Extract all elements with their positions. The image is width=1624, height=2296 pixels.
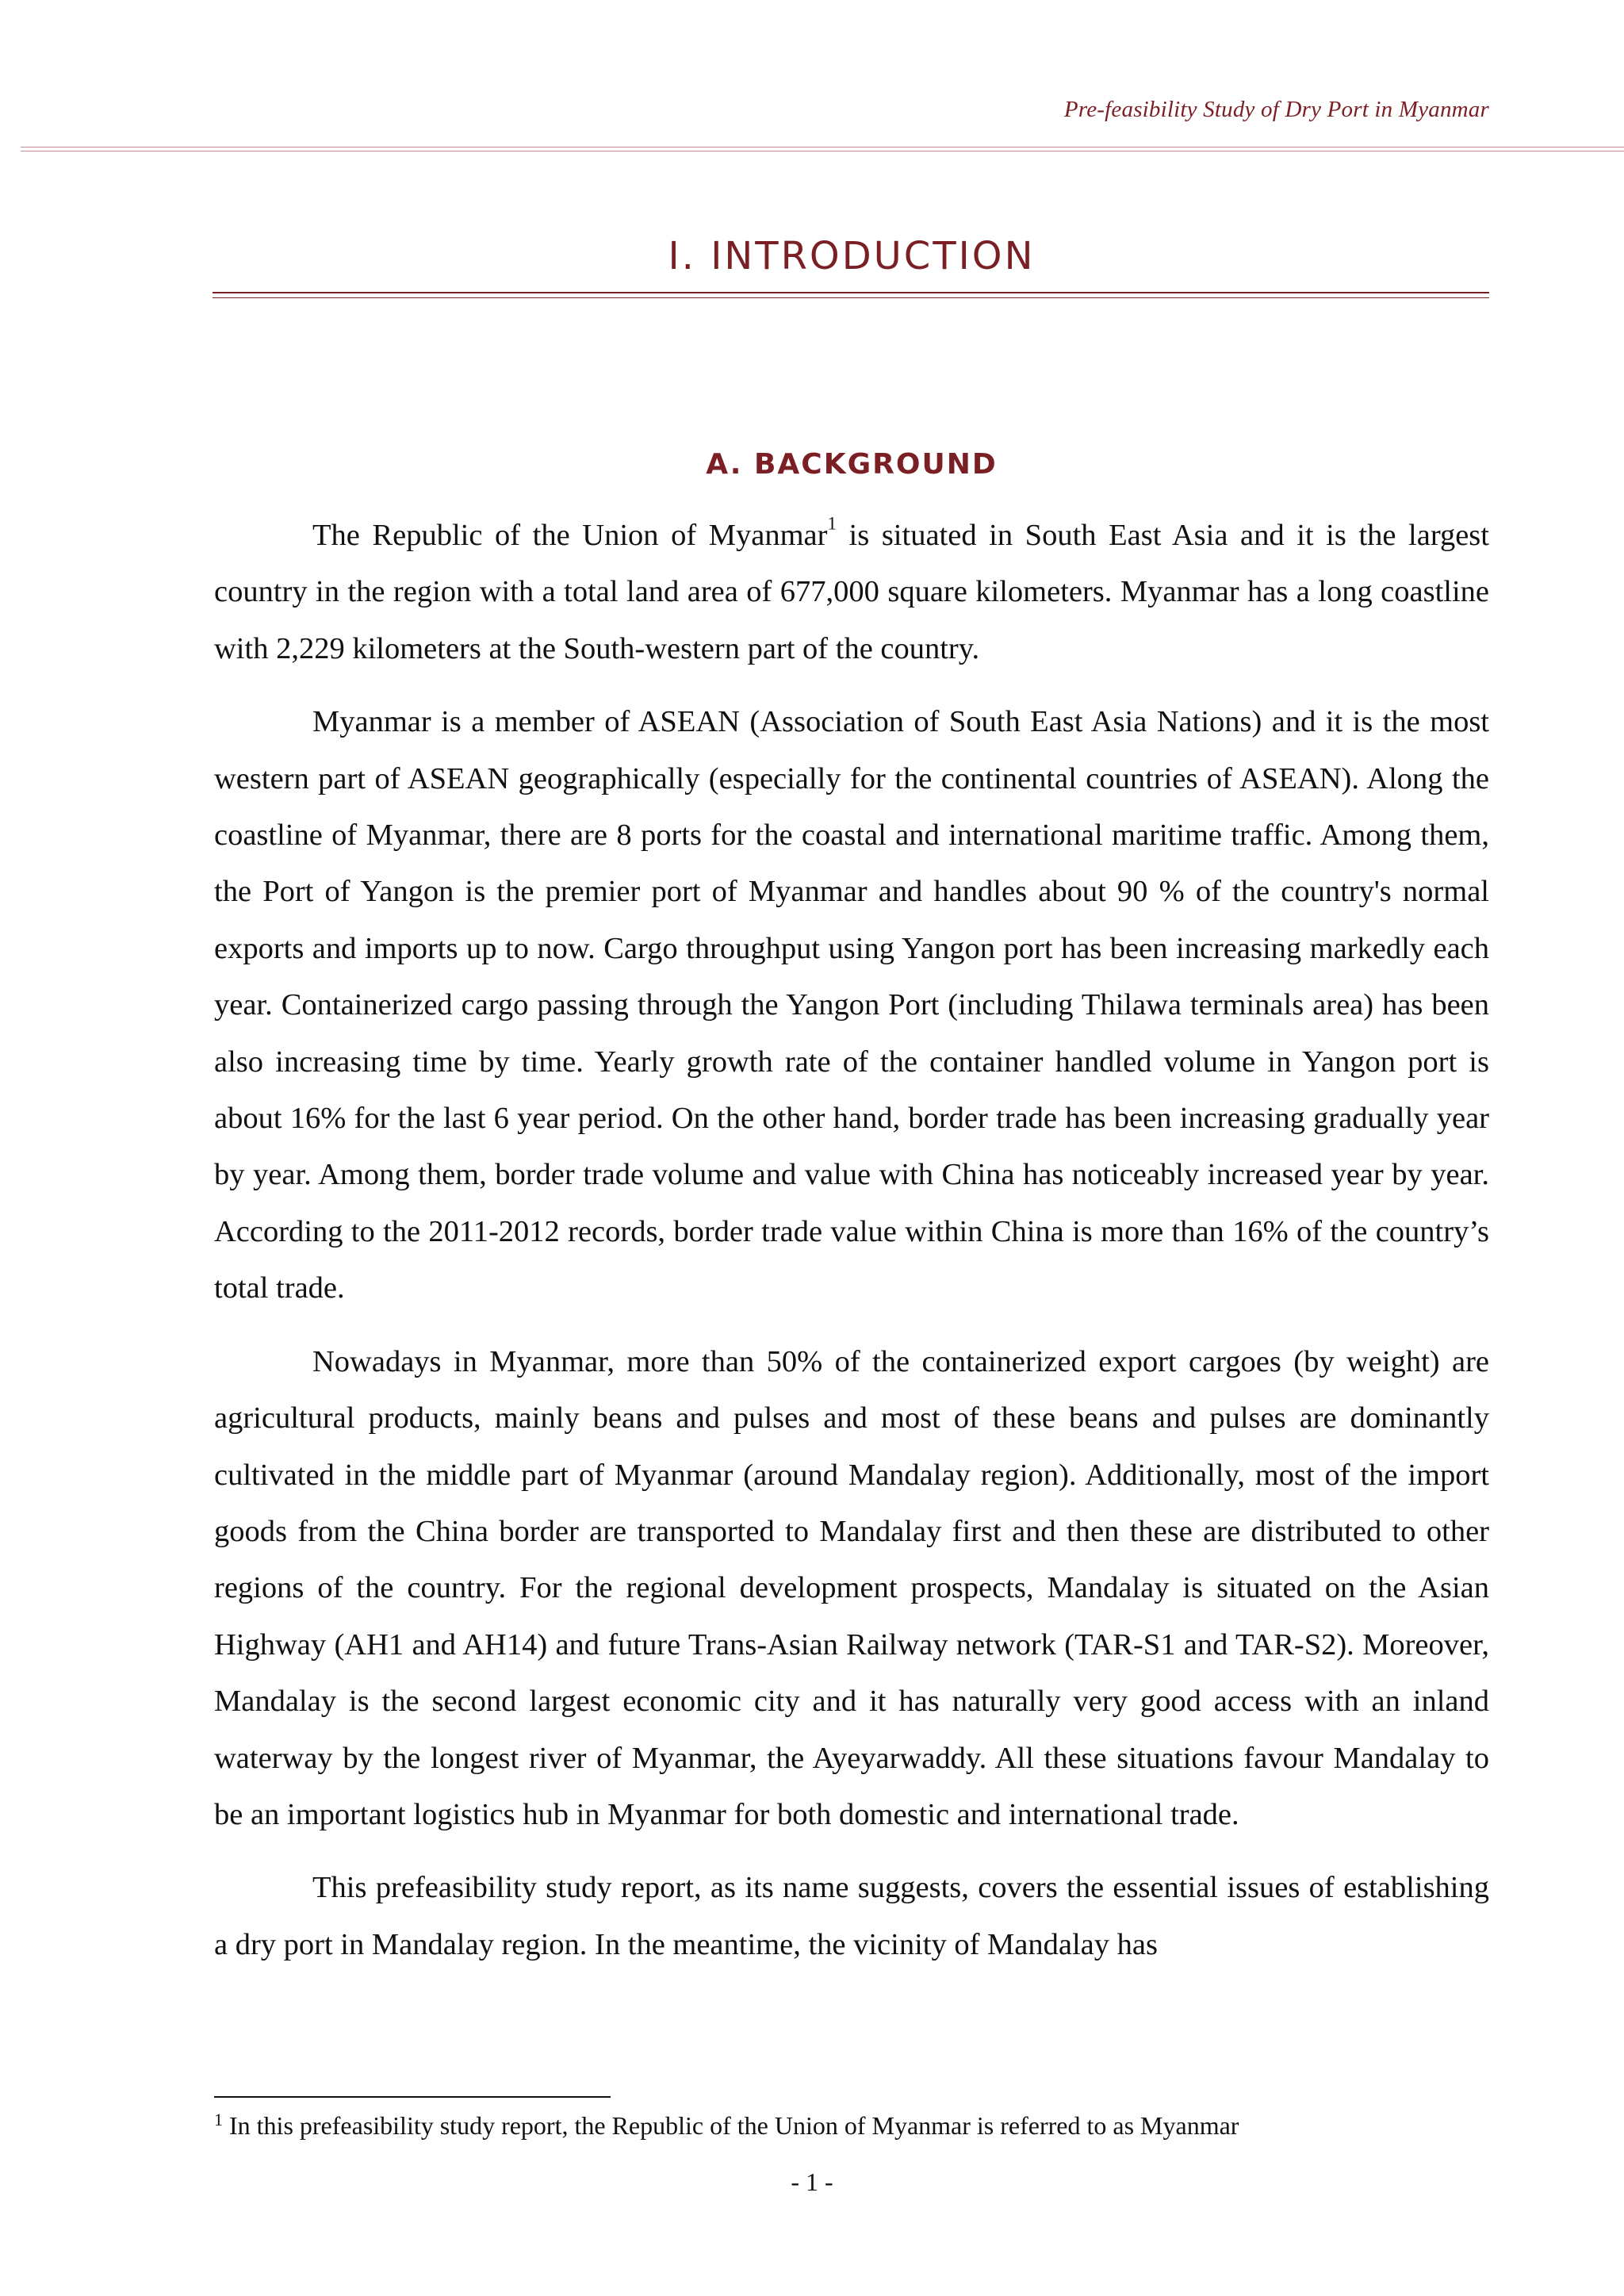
header-divider	[21, 147, 1624, 151]
footnote	[214, 2108, 1489, 2143]
paragraph-2: Myanmar is a member of ASEAN (Association of South East Asia Nations) and it is the most western part of ASEAN geographically (especially for the continental countries of ASEAN). Along the coastline of Myanmar, there are 8 ports for the coastal and international maritime traffic. Among them, the Port of Yangon is the premier port of Myanmar and handles about 90 % of the country's normal exports and imports up to now. Cargo throughput using Yangon port has been increasing markedly each year. Containerized cargo passing through the Yangon Port (including Thilawa terminals area) has been also increasing time by time. Yearly growth rate of the container handled volume in Yangon port is about 16% for the last 6 year period. On the other hand, border trade has been increasing gradually year by year. Among them, border trade volume and value with China has noticeably increased year by year. According to the 2011-2012 records, border trade value within China is more than 16% of the country’s total trade.	[214, 705, 1489, 1305]
footnote-separator	[214, 2096, 611, 2098]
footnote-marker: 1	[214, 2110, 223, 2129]
footnote-reference: 1	[827, 513, 837, 534]
paragraph-4: This prefeasibility study report, as its name suggests, covers the essential issues of establishing a dry port in Mandalay region. In the meantime, the vicinity of Mandalay has	[214, 1871, 1489, 1961]
paragraph-3: Nowadays in Myanmar, more than 50% of the containerized export cargoes (by weight) are agricultural products, mainly beans and pulses and most of these beans and pulses are dominantly cultivated in the middle part of Myanmar (around Mandalay region). Additionally, most of the import goods from the China border are transported to Mandalay first and then these are distributed to other regions of the country. For the regional development prospects, Mandalay is situated on the Asian Highway (AH1 and AH14) and future Trans-Asian Railway network (TAR-S1 and TAR-S2). Moreover, Mandalay is the second largest economic city and it has naturally very good access with an inland waterway by the longest river of Myanmar, the Ayeyarwaddy. All these situations favour Mandalay to be an important logistics hub in Myanmar for both domestic and international trade.	[214, 1344, 1489, 1831]
paragraph-1	[214, 508, 1489, 677]
footnote-text: In this prefeasibility study report, the Republic of the Union of Myanmar is referred to as Myanmar	[223, 2111, 1239, 2140]
chapter-title-underline	[213, 292, 1489, 298]
running-header: Pre-feasibility Study of Dry Port in Myanmar	[1063, 97, 1489, 122]
body-text	[214, 508, 1489, 1990]
paragraph-1-rest: is situated in South East Asia and it is the largest country in the region with a total land area of 677,000 square kilometers. Myanmar has a long coastline with 2,229 kilometers at the South-western part of the country.	[214, 519, 1489, 665]
section-heading: A. BACKGROUND	[706, 448, 998, 481]
chapter-title: I. INTRODUCTION	[668, 234, 1036, 278]
page-number: - 1 -	[791, 2168, 833, 2196]
paragraph-1-lead: The Republic of the Union of Myanmar	[312, 519, 828, 552]
